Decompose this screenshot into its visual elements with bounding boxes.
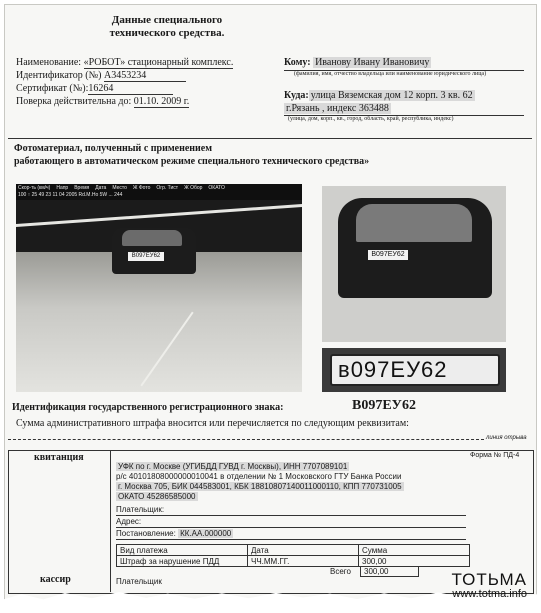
- receipt-okato: ОКАТО 45286585000: [118, 492, 196, 501]
- plate-crop-photo: [322, 348, 506, 392]
- receipt-account-2: г. Москва 705, БИК 044583001, КБК 18810807140011000110, КПП 770731005: [118, 482, 402, 491]
- receipt-payer-label: Плательщик:: [116, 504, 466, 516]
- overlay-limit: Огр. Тист: [156, 185, 179, 191]
- receipt-requisites: [116, 462, 528, 502]
- overlay-okato: ОКАТО: [208, 185, 225, 191]
- totma-logo: [451, 570, 527, 600]
- closeup-plate-small: В097ЕУ62: [368, 250, 408, 260]
- cut-line: [8, 439, 484, 440]
- closeup-rear-window: [356, 204, 472, 242]
- recipient-where-value-1: улица Вяземская дом 12 корп. 3 кв. 62: [310, 90, 473, 101]
- overlay-photo-no: Ж Фото: [132, 185, 151, 191]
- receipt-payer-block: [116, 504, 466, 540]
- device-info: [16, 56, 278, 108]
- recipient-where-hint: (улица, дом, корп., кв., город, область, край, республика, индекс): [284, 115, 524, 122]
- device-name-row: [16, 56, 278, 69]
- header-amount: Сумма: [359, 545, 470, 556]
- receipt-decree-label: Постановление:: [116, 529, 176, 538]
- receipt-total-value: 300,00: [360, 566, 419, 577]
- logo-url: www.totma.info: [452, 588, 527, 600]
- big-plate-text: в097ЕУ62: [330, 354, 500, 386]
- device-verify-label: Поверка действительна до:: [16, 96, 132, 107]
- payment-table-header: [117, 545, 470, 556]
- recipient-block: [284, 56, 524, 122]
- guard-rail: [16, 204, 302, 227]
- receipt-payment-table: [116, 544, 470, 567]
- header-payment-type: Вид платежа: [117, 545, 248, 556]
- header-date: Дата: [248, 545, 359, 556]
- device-data-heading: [82, 14, 252, 40]
- logo-name: ТОТЬМА: [451, 570, 527, 589]
- recipient-to-value: Иванову Ивану Ивановичу: [315, 57, 430, 68]
- photo-section-heading: [14, 142, 514, 168]
- cut-line-label: линия отрыва: [486, 435, 527, 441]
- recipient-where-row: [284, 89, 524, 102]
- recipient-to-hint: (фамилия, имя, отчество владельца или наименование юридического лица): [284, 70, 524, 77]
- device-name-value: «РОБОТ» стационарный комплекс.: [83, 57, 234, 68]
- receipt-kassir: кассир: [40, 574, 71, 585]
- receipt-payer-bottom: Плательщик: [116, 577, 162, 586]
- overlay-place: Место: [112, 185, 127, 191]
- overlay-headers: [18, 185, 300, 192]
- device-verify-value: 01.10. 2009 г.: [133, 96, 190, 107]
- identification-value: В097ЕУ62: [352, 398, 416, 413]
- device-cert-row: [16, 82, 278, 95]
- device-id-value: А3453234: [104, 70, 186, 82]
- device-name-label: Наименование:: [16, 57, 82, 68]
- device-id-row: [16, 69, 278, 82]
- device-cert-label: Сертификат (№):: [16, 83, 89, 94]
- identification-label: Идентификация государственного регистрационного знака:: [12, 402, 284, 413]
- receipt-decree-value: КК.АА.000000: [180, 529, 232, 538]
- fine-note: Сумма административного штрафа вносится или перечисляется по следующим реквизитам:: [16, 418, 409, 429]
- receipt-total-label: Всего: [330, 567, 351, 576]
- cell-amount: 300,00: [359, 556, 470, 567]
- section-divider: [8, 138, 532, 139]
- overlay-date: Дата: [95, 185, 107, 191]
- recipient-where-label: Куда:: [284, 90, 309, 101]
- recipient-to-label: Кому:: [284, 57, 311, 68]
- receipt-ufk: УФК по г. Москве (УГИБДД ГУВД г. Москвы), ИНН 7707089101: [118, 462, 348, 471]
- overlay-device-no: Ж Обор: [184, 185, 203, 191]
- closeup-photo: [322, 186, 506, 342]
- cell-payment-type: Штраф за нарушение ПДД: [117, 556, 248, 567]
- photo-heading-line-2: работающего в автоматическом режиме специального технического средства»: [14, 156, 370, 167]
- payment-table-row: [117, 556, 470, 567]
- camera-overlay: [16, 184, 302, 200]
- heading-line-1: Данные специального: [111, 14, 223, 26]
- recipient-where-row-2: [284, 102, 524, 115]
- receipt-account-1: р/с 40101808000000010041 в отделении № 1 Московского ГТУ Банка России: [116, 472, 402, 481]
- cell-date: ЧЧ.ММ.ГГ.: [248, 556, 359, 567]
- device-id-label: Идентификатор (№): [16, 70, 102, 81]
- recipient-where-value-2: г.Рязань , индекс 363488: [286, 103, 389, 114]
- receipt-kvitancia: квитанция: [34, 452, 84, 463]
- recipient-to-row: [284, 56, 524, 69]
- overlay-time: Время: [74, 185, 90, 191]
- receipt-form-no: Форма № ПД-4: [470, 452, 520, 459]
- overlay-values: 100 ↑ 25 49 23 11 04 2005 Rd.M.Ho 5W ... 244: [18, 192, 123, 198]
- photo-heading-line-1: Фотоматериал, полученный с применением: [14, 143, 213, 154]
- overlay-direction: Напр: [56, 185, 69, 191]
- device-cert-value: 16264: [88, 83, 173, 95]
- receipt-address-label: Адрес:: [116, 516, 466, 528]
- car-rear-window: [122, 230, 182, 246]
- device-verify-row: [16, 95, 278, 108]
- receipt-column-divider: [110, 450, 111, 592]
- car-plate-small: В097ЕУ62: [128, 252, 164, 261]
- overlay-speed: Скор-ть (км/ч): [18, 185, 51, 191]
- camera-photo: [16, 184, 302, 392]
- heading-line-2: технического средства.: [109, 27, 225, 39]
